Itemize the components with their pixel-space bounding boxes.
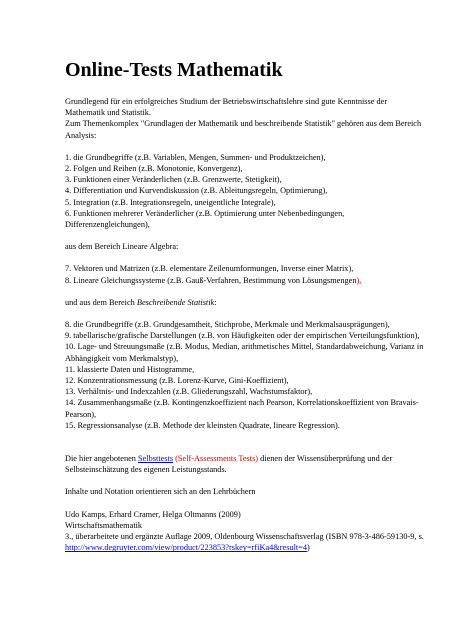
list-item: 2. Folgen und Reihen (z.B. Monotonie, Konvergenz),: [65, 164, 243, 174]
book-url-line: [65, 542, 425, 553]
list-item: 7. Vektoren und Matrizen (z.B. elementare Zeilenumformungen, Inverse einer Matrix),: [65, 264, 354, 274]
list-item: [65, 275, 425, 286]
book-url-link[interactable]: http://www.degruyter.com/view/product/223853?rskey=rfiKa4&result=4: [65, 543, 308, 553]
statistics-intro-prefix: und aus dem Bereich: [65, 297, 137, 307]
list-item: 15. Regressionsanalyse (z.B. Methode der kleinsten Quadrate, lineare Regression).: [65, 420, 340, 430]
list-item: 5. Integration (z.B. Integrationsregeln, uneigentliche Integrale),: [65, 197, 276, 207]
list-item: 4. Differentiation und Kurvendiskussion (z.B. Ableitungsregeln, Optimierung),: [65, 186, 328, 196]
book-authors: Udo Kamps, Erhard Cramer, Helga Oltmanns (2009): [65, 509, 241, 519]
list-item: 11. klassierte Daten und Histogramme,: [65, 364, 195, 374]
intro-paragraph-2: Zum Themenkomplex "Grundlagen der Mathematik und beschreibende Statistik" gehören aus dem Bereich Analysis:: [65, 119, 422, 140]
list-item: 12. Konzentrationsmessung (z.B. Lorenz-Kurve, Gini-Koeffizient),: [65, 376, 289, 386]
statistics-intro-emphasis: Beschreibende Statistik: [136, 297, 215, 307]
list-item: 14. Zusammenhangsmaße (z.B. Kontingenzkoeffizient nach Pearson, Korrelationskoeffizient von Bravais-Pearson),: [65, 398, 419, 419]
selftest-prefix: Die hier angebotenen: [65, 454, 139, 464]
list-item: 8. die Grundbegriffe (z.B. Grundgesamtheit, Stichprobe, Merkmale und Merkmalsausprägungen),: [65, 320, 390, 330]
algebra-intro: aus dem Bereich Lineare Algebra:: [65, 242, 179, 252]
statistics-intro-suffix: :: [214, 297, 217, 307]
list-item: 6. Funktionen mehrerer Veränderlicher (z.B. Optimierung unter Nebenbedingungen, Differenzengleichungen),: [65, 208, 345, 230]
item-text: 8. Lineare Gleichungssysteme (z.B. Gauß-Verfahren, Bestimmung von Lösungsmengen: [65, 275, 357, 285]
list-item: 3. Funktionen einer Veränderlichen (z.B. Grenzwerte, Stetigkeit),: [65, 175, 282, 185]
list-item: 1. die Grundbegriffe (z.B. Variablen, Mengen, Summen- und Produktzeichen),: [65, 152, 326, 162]
literature-intro: Inhalte und Notation orientieren sich an den Lehrbüchern: [65, 487, 256, 497]
list-item: 9. tabellarische/grafische Darstellungen (z.B. von Häufigkeiten oder der empirischen Verteilungsfunktion),: [65, 331, 420, 341]
book-edition: 3., überarbeitete und ergänzte Auflage 2009, Oldenbourg Wissenschaftsverlag (ISBN 978-3-486-59130-9, s.: [65, 532, 424, 542]
list-item: 10. Lage- und Streuungsmaße (z.B. Modus, Median, arithmetisches Mittel, Standardabweichung, Varianz in Abhängigkeit vom Merkmalstyp),: [65, 342, 424, 363]
statistics-list: [65, 319, 425, 431]
selftest-red-note: (Self-Assessments Tests): [173, 454, 259, 464]
selftest-suffix: dienen der Wissensüberprüfung und der Selbsteinschätzung des eigenen Leistungsstands.: [65, 454, 393, 475]
statistics-intro: [65, 297, 425, 308]
page-title: Online-Tests Mathematik: [65, 59, 283, 81]
algebra-list: [65, 263, 425, 285]
selftest-link[interactable]: Selbsttests: [138, 454, 174, 464]
list-item: 13. Verhältnis- und Indexzahlen (z.B. Gliederungszahl, Wachstumsfaktor),: [65, 387, 313, 397]
analysis-list: [65, 152, 425, 230]
book-title: Wirtschaftsmathematik: [65, 520, 143, 530]
selftest-paragraph: [65, 453, 425, 475]
item-text-red: ),: [356, 275, 362, 285]
intro-paragraph-1: Grundlegend für ein erfolgreiches Studium der Betriebswirtschaftslehre sind gute Kenntnisse der Mathematik und Statistik.: [65, 97, 388, 118]
book-url-end: ): [307, 543, 310, 553]
document-page: [65, 58, 425, 554]
